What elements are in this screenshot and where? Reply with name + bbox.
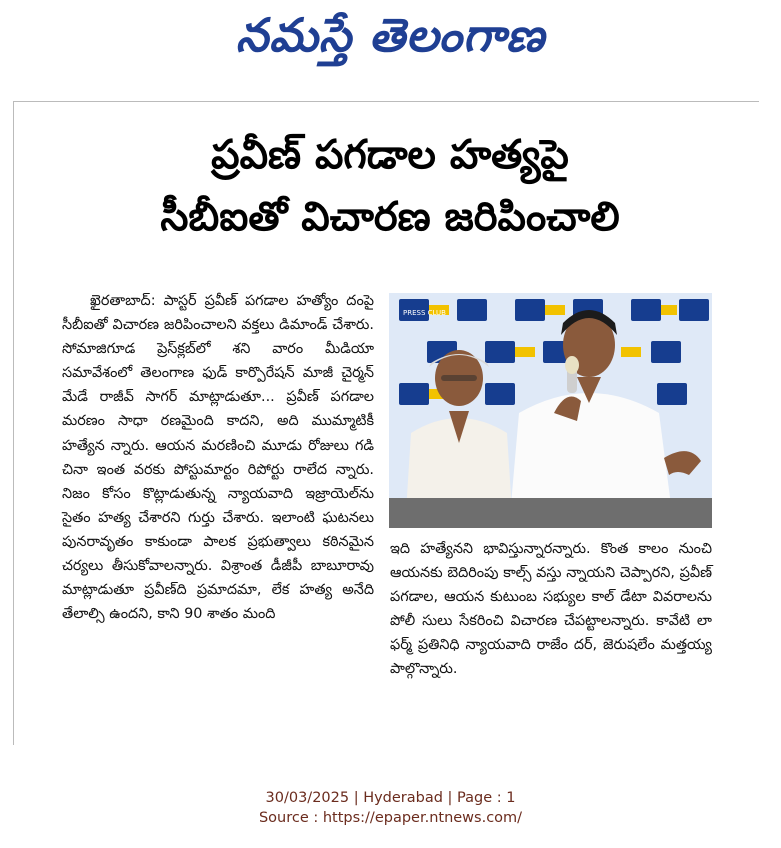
left-column-text: ఖైరతాబాద్: పాస్టర్ ప్రవీణ్ పగడాల హత్యోం దంపై సీబీఐతో విచారణ జరిపించాలని వక్తలు డిమాండ్ చేశారు. సోమాజిగూడ ప్రెస్‌క్లబ్‌లో శని వారం మీడియా సమావేశంలో తెలంగాణ ఫుడ్ కార్పొరేషన్ మాజీ చైర్మన్ మేడే రాజీవ్ సాగర్ మాట్లాడుతూ... ప్రవీణ్ పగడాల మరణం సాధా రణమైంది కాదని, అది ముమ్మాటికీ హత్యేన న్నారు. ఆయన మరణించి మూడు రోజులు గడి చినా ఇంత వరకు పోస్టుమార్టం రిపోర్టు రాలేద న్నారు. నిజం కోసం కొట్లాడుతున్న న్యాయవాది ఇజ్రాయెల్‌ను సైతం హత్య చేశారని గుర్తు చేశారు. ఇలాంటి ఘటనలు పునరావృతం కాకుండా పాలక ప్రభుత్వాలు కఠినమైన చర్యలు తీసుకోవాలన్నారు. విశ్రాంత డీజీపీ బాబూరావు మాట్లాడుతూ ప్రవీణ్‌ది ప్రమాదమా, లేక హత్య అనేది తేలాల్సి ఉందని, కాని 90 శాతం మంది [62, 293, 374, 623]
article-body-right [390, 537, 712, 682]
clipping-footer [0, 788, 781, 828]
press-photo-image [389, 293, 712, 528]
footer-date-edition: 30/03/2025 | Hyderabad | Page : 1 [265, 790, 516, 806]
headline-line-1: ప్రవీణ్ పగడాల హత్యపై [211, 132, 569, 178]
press-photo [389, 293, 712, 528]
footer-source: Source : https://epaper.ntnews.com/ [258, 810, 523, 826]
newspaper-title: నమస్తే తెలంగాణ [235, 8, 546, 62]
press-table [389, 498, 712, 528]
right-column-text: ఇది హత్యేనని భావిస్తున్నారన్నారు. కొంత కాలం నుంచి ఆయనకు బెదిరింపు కాల్స్ వస్తు న్నాయని చెప్పారని, ప్రవీణ్ పగడాల, ఆయన కుటుంబ సభ్యుల కాల్ డేటా వివరాలను పోలీ సులు సేకరించి విచారణ చేపట్టాలన్నారు. కావేటి లా ఫర్మ్ ప్రతినిధి న్యాయవాది రాజేం దర్, జెరుషలేం మత్తయ్య పాల్గొన్నారు. [390, 541, 712, 678]
article-headline [40, 124, 740, 248]
backdrop-text: PRESS CLUB [403, 309, 446, 317]
article-body-left [62, 289, 374, 626]
headline-line-2: సీబీఐతో విచారణ జరిపించాలి [160, 194, 620, 240]
masthead [0, 0, 781, 82]
